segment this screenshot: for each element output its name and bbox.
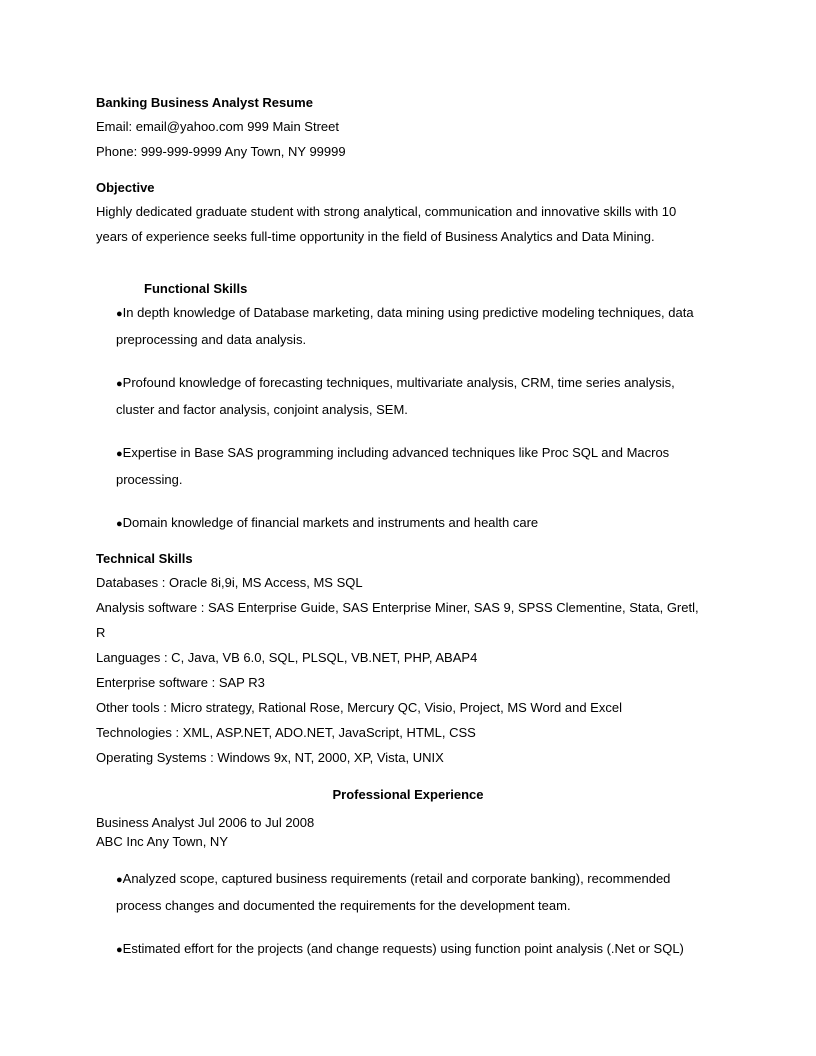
technical-skill-line: Other tools : Micro strategy, Rational Rose, Mercury QC, Visio, Project, MS Word and Excel: [96, 700, 622, 715]
experience-text: Analyzed scope, captured business requirements (retail and corporate banking), recommended process changes and documented the requirements for the development team.: [116, 871, 671, 913]
bullet-icon: ●: [116, 944, 123, 956]
functional-skill-text: Profound knowledge of forecasting techniques, multivariate analysis, CRM, time series analysis, cluster and factor analysis, conjoint analysis, SEM.: [116, 375, 675, 417]
objective-heading: Objective: [96, 180, 155, 195]
experience-item: [116, 866, 716, 918]
company-line: ABC Inc Any Town, NY: [96, 834, 228, 849]
technical-skill-line: Databases : Oracle 8i,9i, MS Access, MS SQL: [96, 575, 363, 590]
resume-title: Banking Business Analyst Resume: [96, 95, 313, 110]
job-title-line: Business Analyst Jul 2006 to Jul 2008: [96, 815, 315, 830]
technical-skill-line: Enterprise software : SAP R3: [96, 675, 265, 690]
email-line: Email: email@yahoo.com 999 Main Street: [96, 119, 339, 134]
functional-skill-text: Domain knowledge of financial markets and instruments and health care: [122, 515, 539, 530]
functional-skill-text: In depth knowledge of Database marketing, data mining using predictive modeling techniques, data preprocessing and data analysis.: [116, 305, 694, 347]
functional-skill-item: [116, 370, 716, 422]
technical-skills-heading: Technical Skills: [96, 551, 193, 566]
bullet-icon: ●: [116, 308, 123, 320]
phone-line: Phone: 999-999-9999 Any Town, NY 99999: [96, 144, 346, 159]
bullet-icon: ●: [116, 378, 123, 390]
functional-skill-item: [116, 510, 716, 537]
bullet-icon: ●: [116, 874, 123, 886]
experience-item: [116, 936, 716, 963]
objective-text-line-2: years of experience seeks full-time opportunity in the field of Business Analytics and Data Mining.: [96, 229, 655, 244]
experience-text: Estimated effort for the projects (and change requests) using function point analysis (.Net or SQL): [122, 941, 684, 956]
technical-skill-line: R: [96, 625, 106, 640]
functional-skill-item: [116, 440, 716, 492]
functional-skills-heading: Functional Skills: [144, 281, 248, 296]
objective-text-line-1: Highly dedicated graduate student with strong analytical, communication and innovative skills with 10: [96, 204, 677, 219]
experience-heading: Professional Experience: [332, 787, 484, 802]
technical-skill-line: Technologies : XML, ASP.NET, ADO.NET, JavaScript, HTML, CSS: [96, 725, 476, 740]
technical-skill-line: Analysis software : SAS Enterprise Guide, SAS Enterprise Miner, SAS 9, SPSS Clementine, Stata, Gretl,: [96, 600, 699, 615]
bullet-icon: ●: [116, 518, 123, 530]
functional-skill-text: Expertise in Base SAS programming including advanced techniques like Proc SQL and Macros processing.: [116, 445, 670, 487]
technical-skill-line: Languages : C, Java, VB 6.0, SQL, PLSQL, VB.NET, PHP, ABAP4: [96, 650, 478, 665]
technical-skill-line: Operating Systems : Windows 9x, NT, 2000, XP, Vista, UNIX: [96, 750, 444, 765]
bullet-icon: ●: [116, 448, 123, 460]
functional-skill-item: [116, 300, 716, 352]
